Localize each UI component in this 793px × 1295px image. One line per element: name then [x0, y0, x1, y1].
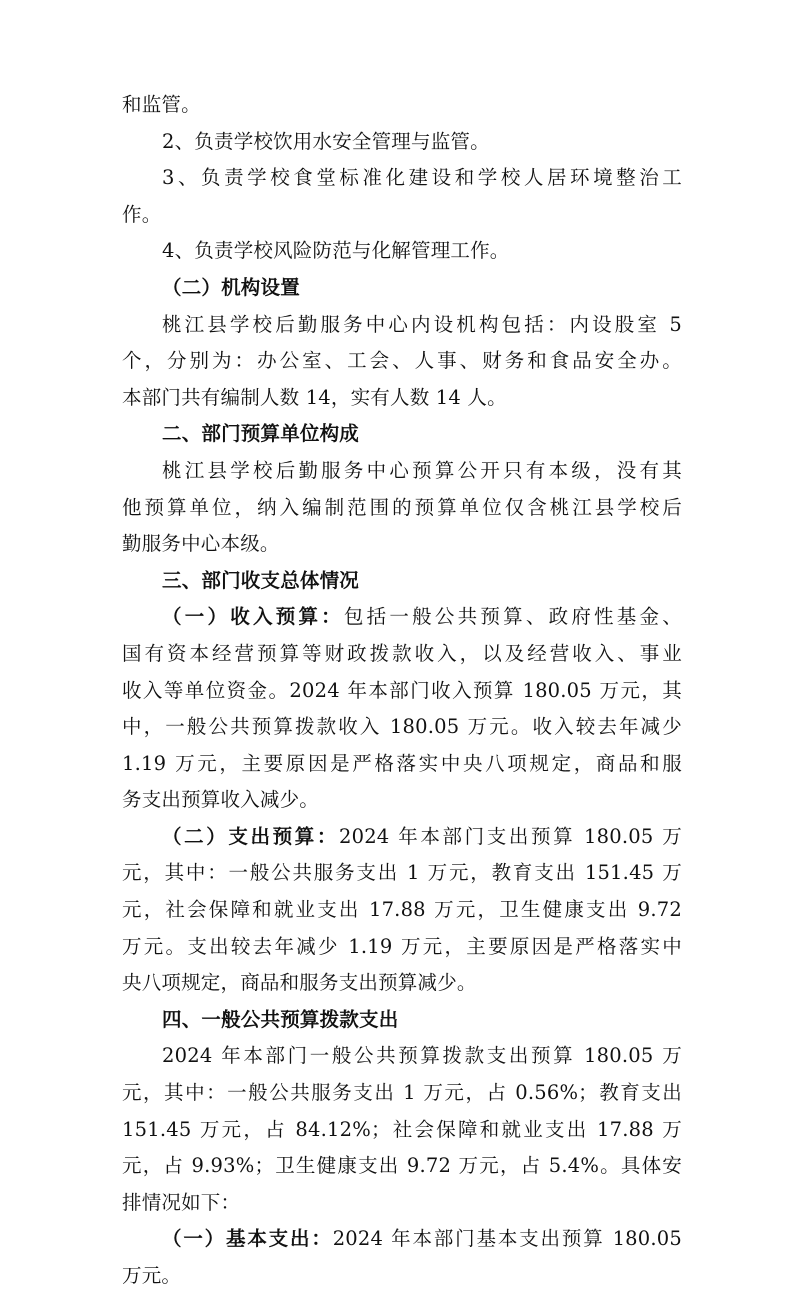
paragraph-line: 元，其中：一般公共服务支出 1 万元，占 0.56%；教育支出 [122, 1081, 682, 1105]
paragraph-line: 中，一般公共预算拨款收入 180.05 万元。收入较去年减少 [122, 715, 682, 739]
paragraph-line: 元，其中：一般公共服务支出 1 万元，教育支出 151.45 万 [122, 861, 682, 885]
paragraph-text: 2024 年本部门支出预算 180.05 万 [338, 824, 682, 848]
paragraph-line: 桃江县学校后勤服务中心内设机构包括：内设股室 5 [162, 312, 682, 336]
document-page [122, 87, 682, 1295]
paragraph-line: 2024 年本部门一般公共预算拨款支出预算 180.05 万 [162, 1044, 682, 1068]
paragraph-line: 收入等单位资金。2024 年本部门收入预算 180.05 万元，其 [122, 678, 682, 702]
paragraph-line: 桃江县学校后勤服务中心预算公开只有本级，没有其 [162, 458, 682, 482]
section-heading: 二、部门预算单位构成 [162, 422, 360, 446]
paragraph-line [122, 599, 682, 636]
subheading-label: （二）支出预算： [162, 824, 339, 848]
paragraph-line [122, 819, 682, 856]
paragraph-line: 和监管。 [122, 93, 201, 116]
paragraph-line: 3、负责学校食堂标准化建设和学校人居环境整治工 [162, 166, 682, 190]
section-heading: （二）机构设置 [162, 275, 300, 299]
paragraph-line: 他预算单位，纳入编制范围的预算单位仅含桃江县学校后 [122, 495, 682, 519]
paragraph-line [122, 1221, 682, 1258]
subheading-label: （一）基本支出： [162, 1227, 333, 1251]
paragraph-text: 2024 年本部门基本支出预算 180.05 [332, 1227, 682, 1251]
paragraph-line: 个，分别为：办公室、工会、人事、财务和食品安全办。 [122, 349, 682, 373]
paragraph-line: 国有资本经营预算等财政拨款收入，以及经营收入、事业 [122, 641, 682, 665]
paragraph-line: 务支出预算收入减少。 [122, 788, 320, 812]
paragraph-line: 万元。支出较去年减少 1.19 万元，主要原因是严格落实中 [122, 934, 682, 958]
paragraph-line: 4、负责学校风险防范与化解管理工作。 [162, 239, 510, 263]
paragraph-line: 1.19 万元，主要原因是严格落实中央八项规定，商品和服 [122, 751, 682, 775]
paragraph-line: 万元。 [122, 1264, 182, 1287]
paragraph-line: 排情况如下： [122, 1190, 241, 1214]
section-heading: 四、一般公共预算拨款支出 [162, 1007, 399, 1031]
paragraph-line: 勤服务中心本级。 [122, 532, 280, 556]
paragraph-line: 本部门共有编制人数 14，实有人数 14 人。 [122, 385, 507, 409]
section-heading: 三、部门收支总体情况 [162, 568, 360, 592]
paragraph-line: 151.45 万元，占 84.12%；社会保障和就业支出 17.88 万 [122, 1117, 682, 1141]
paragraph-line: 元，社会保障和就业支出 17.88 万元，卫生健康支出 9.72 [122, 898, 682, 922]
subheading-label: （一）收入预算： [162, 605, 344, 629]
paragraph-line: 央八项规定，商品和服务支出预算减少。 [122, 971, 477, 995]
paragraph-text: 包括一般公共预算、政府性基金、 [343, 605, 682, 629]
paragraph-line: 元，占 9.93%；卫生健康支出 9.72 万元，占 5.4%。具体安 [122, 1154, 682, 1178]
paragraph-line: 2、负责学校饮用水安全管理与监管。 [162, 129, 490, 153]
paragraph-line: 作。 [122, 202, 162, 226]
